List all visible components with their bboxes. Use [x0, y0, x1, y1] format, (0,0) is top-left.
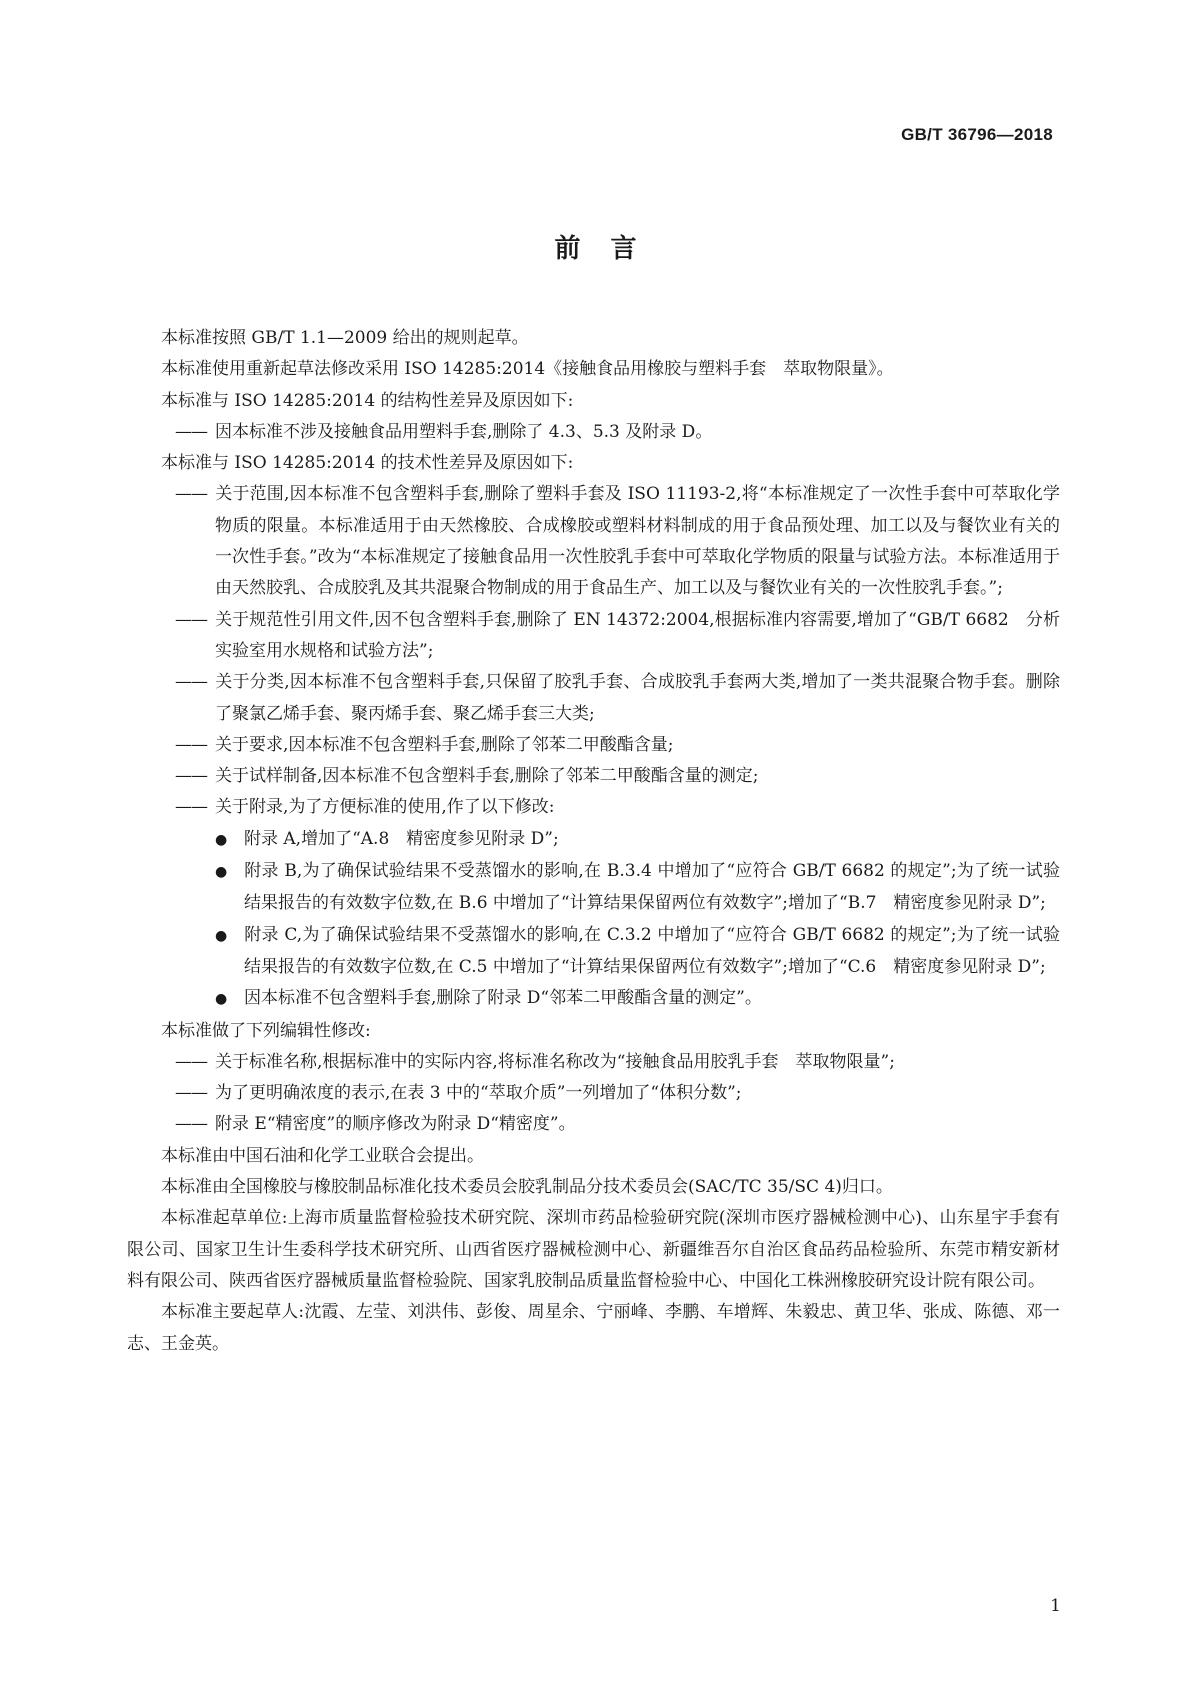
paragraph: 本标准由全国橡胶与橡胶制品标准化技术委员会胶乳制品分技术委员会(SAC/TC 35/SC 4)归口。	[161, 1177, 893, 1198]
dash-item	[127, 792, 1060, 823]
dash-item-text: 因本标准不涉及接触食品用塑料手套,删除了 4.3、5.3 及附录 D。	[215, 421, 713, 442]
dash-item-text: 关于规范性引用文件,因不包含塑料手套,删除了 EN 14372:2004,根据标准内容需要,增加了“GB/T 6682 分析实验室用水规格和试验方法”;	[215, 609, 1060, 661]
bullet-item	[127, 856, 1060, 920]
paragraph: 本标准按照 GB/T 1.1—2009 给出的规则起草。	[161, 328, 529, 348]
bullet-item-text: 附录 C,为了确保试验结果不受蒸馏水的影响,在 C.3.2 中增加了“应符合 GB/T 6682 的规定”;为了统一试验结果报告的有效数字位数,在 C.5 中增加了“计算结果保留两位有效数字”;增加了“C.6 精密度参见附录 D”;	[244, 924, 1060, 977]
dash-item-text: 关于分类,因本标准不包含塑料手套,只保留了胶乳手套、合成胶乳手套两大类,增加了一类共混聚合物手套。删除了聚氯乙烯手套、聚丙烯手套、聚乙烯手套三大类;	[215, 672, 1060, 724]
dash-item-text: 附录 E“精密度”的顺序修改为附录 D“精密度”。	[215, 1114, 576, 1135]
dash-marker: ——	[175, 609, 207, 630]
dash-item-text: 关于标准名称,根据标准中的实际内容,将标准名称改为“接触食品用胶乳手套 萃取物限量”;	[215, 1051, 895, 1072]
dash-marker: ——	[175, 1051, 207, 1072]
paragraph: 本标准起草单位:上海市质量监督检验技术研究院、深圳市药品检验研究院(深圳市医疗器械检测中心)、山东星宇手套有限公司、国家卫生计生委科学技术研究所、山西省医疗器械检测中心、新疆维吾尔自治区食品药品检验所、东莞市精安新材料有限公司、陕西省医疗器械质量监督检验院、国家乳胶制品质量监督检验中心、中国化工株洲橡胶研究设计院有限公司。	[127, 1208, 1060, 1291]
bullet-marker: ●	[215, 927, 228, 944]
dash-item-text: 关于要求,因本标准不包含塑料手套,删除了邻苯二甲酸酯含量;	[215, 734, 674, 755]
bullet-item-text: 因本标准不包含塑料手套,删除了附录 D“邻苯二甲酸酯含量的测定”。	[244, 988, 762, 1009]
bullet-marker: ●	[215, 864, 228, 881]
paragraph: 本标准使用重新起草法修改采用 ISO 14285:2014《接触食品用橡胶与塑料手套 萃取物限量》。	[161, 359, 894, 380]
dash-marker: ——	[175, 421, 207, 442]
paragraph: 本标准与 ISO 14285:2014 的技术性差异及原因如下:	[161, 453, 574, 474]
dash-item-text: 为了更明确浓度的表示,在表 3 中的“萃取介质”一列增加了“体积分数”;	[215, 1083, 742, 1104]
dash-item	[127, 667, 1060, 730]
paragraph: 本标准主要起草人:沈霞、左莹、刘洪伟、彭俊、周星余、宁丽峰、李鹏、车增辉、朱毅忠、黄卫华、张成、陈德、邓一志、王金英。	[127, 1302, 1060, 1354]
dash-item	[127, 417, 1060, 448]
paragraph: 本标准做了下列编辑性修改:	[161, 1020, 371, 1041]
bullet-marker: ●	[215, 991, 228, 1008]
dash-marker: ——	[175, 1083, 207, 1104]
bullet-marker: ●	[215, 831, 228, 848]
dash-item	[127, 1047, 1060, 1078]
dash-marker: ——	[175, 672, 207, 693]
dash-item-text: 关于范围,因本标准不包含塑料手套,删除了塑料手套及 ISO 11193-2,将“本标准规定了一次性手套中可萃取化学物质的限量。本标准适用于由天然橡胶、合成橡胶或塑料材料制成的用于食品预处理、加工以及与餐饮业有关的一次性手套。”改为“本标准规定了接触食品用一次性胶乳手套中可萃取化学物质的限量与试验方法。本标准适用于由天然胶乳、合成胶乳及其共混聚合物制成的用于食品生产、加工以及与餐饮业有关的一次性胶乳手套。”;	[215, 484, 1060, 599]
dash-item	[127, 761, 1060, 792]
standard-number: GB/T 36796—2018	[901, 125, 1053, 144]
dash-marker: ——	[175, 766, 207, 787]
dash-item	[127, 1109, 1060, 1140]
bullet-item	[127, 824, 1060, 856]
dash-item	[127, 1078, 1060, 1109]
dash-item	[127, 730, 1060, 761]
paragraph: 本标准与 ISO 14285:2014 的结构性差异及原因如下:	[161, 390, 574, 411]
dash-marker: ——	[175, 484, 207, 505]
foreword-body	[127, 323, 1060, 1360]
dash-marker: ——	[175, 797, 207, 818]
dash-marker: ——	[175, 1114, 207, 1135]
dash-item-text: 关于附录,为了方便标准的使用,作了以下修改:	[215, 797, 555, 818]
bullet-item	[127, 920, 1060, 984]
dash-item-text: 关于试样制备,因本标准不包含塑料手套,删除了邻苯二甲酸酯含量的测定;	[215, 766, 759, 787]
bullet-item	[127, 983, 1060, 1015]
bullet-item-text: 附录 A,增加了“A.8 精密度参见附录 D”;	[244, 828, 559, 849]
dash-item	[127, 479, 1060, 604]
dash-item	[127, 605, 1060, 668]
page-number: 1	[1050, 1596, 1061, 1616]
page-title: 前言	[554, 234, 667, 264]
paragraph: 本标准由中国石油和化学工业联合会提出。	[161, 1145, 484, 1166]
bullet-item-text: 附录 B,为了确保试验结果不受蒸馏水的影响,在 B.3.4 中增加了“应符合 GB/T 6682 的规定”;为了统一试验结果报告的有效数字位数,在 B.6 中增加了“计算结果保留两位有效数字”;增加了“B.7 精密度参见附录 D”;	[244, 861, 1060, 914]
dash-marker: ——	[175, 734, 207, 755]
